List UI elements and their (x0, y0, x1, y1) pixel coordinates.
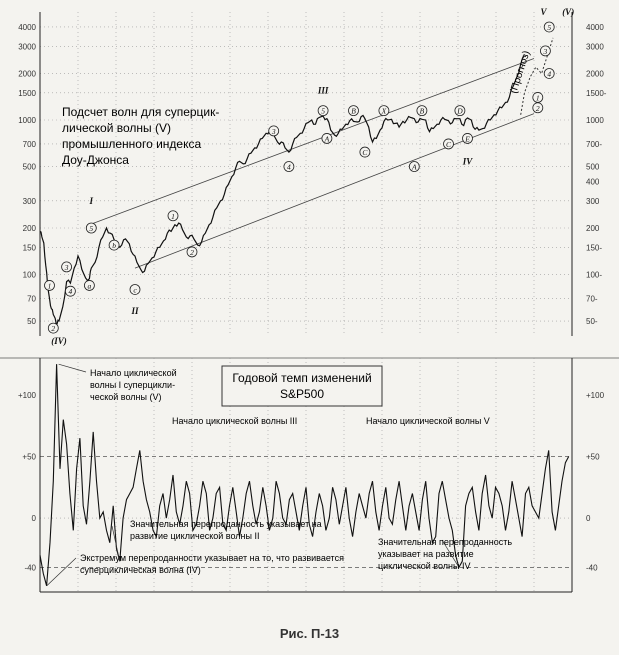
top-ytick-left-label: 500 (22, 162, 36, 172)
bottom-title-line-2: S&P500 (279, 387, 325, 401)
bottom-ytick-left-label: +50 (22, 452, 36, 462)
top-ytick-right-label: 100- (586, 270, 603, 280)
wave-label: 3 (64, 262, 69, 272)
bottom-ytick-right-label: -40 (586, 563, 598, 573)
bottom-ytick-right-label: +100 (586, 390, 605, 400)
wave-label: 4 (547, 69, 552, 79)
top-ytick-right-label: 3000 (586, 42, 604, 52)
wave-label: B (351, 106, 356, 116)
top-title-line-2: лической волны (V) (62, 121, 171, 135)
top-ytick-left-label: 3000 (18, 42, 36, 52)
wave-degree-label: (V) (562, 7, 575, 17)
annotation-wave-IV-line-3: циклической волны IV (378, 561, 471, 571)
top-ytick-right-label: 1000 (586, 116, 604, 125)
bottom-ytick-right-label: 0 (586, 514, 591, 524)
wave-label: 1 (171, 211, 175, 221)
top-ytick-right-label: 500 (586, 162, 600, 172)
wave-degree-label: II (131, 306, 139, 317)
wave-label: 2 (535, 103, 540, 113)
forecast-label: (Прогноз) (508, 49, 533, 95)
annotation-wave-I-line-1: Начало циклической (90, 368, 177, 378)
top-ytick-right-label: 4000 (586, 22, 604, 32)
annotation-wave-IV-line-1: Значительная перепроданность (378, 537, 513, 547)
top-title-line-1: Подсчет волн для суперцик- (62, 105, 220, 119)
top-ytick-right-label: 700- (586, 139, 603, 149)
annotation-wave-V: Начало циклической волны V (366, 416, 490, 426)
top-ytick-left-label: 2000 (18, 69, 36, 79)
top-ytick-right-label: 2000 (586, 69, 604, 79)
top-ytick-right-label: 200 (586, 224, 600, 233)
top-ytick-right-label: 50- (586, 317, 598, 327)
top-ytick-right-label: 1500- (586, 88, 607, 98)
top-ytick-left-label: 70 (27, 294, 36, 304)
top-ytick-left-label: 200 (22, 224, 36, 233)
wave-label: b (112, 241, 116, 251)
wave-label: c (133, 285, 137, 295)
wave-label: 5 (321, 106, 325, 116)
figure-caption: Рис. П-13 (279, 626, 340, 641)
bottom-ytick-left-label: +100 (17, 390, 36, 400)
bottom-ytick-left-label: -40 (24, 563, 36, 573)
annotation-wave-IV-line-2: указывает на развитие (378, 549, 474, 559)
top-ytick-right-label: 300 (586, 196, 600, 206)
top-title-line-4: Доу-Джонса (62, 153, 129, 167)
annotation-wave-II-line-2: развитие циклической волны II (130, 531, 260, 541)
top-ytick-left-label: 1500 (18, 88, 36, 98)
annotation-pointer (59, 364, 86, 372)
annotation-wave-IV-super-line-1: Экстремум перепроданности указывает на то, что развивается (80, 553, 344, 563)
wave-degree-label: V (540, 7, 547, 17)
annotation-wave-II-line-1: Значительная перепроданность указывает на (130, 519, 322, 529)
wave-label: 4 (68, 287, 73, 297)
bottom-ytick-left-label: 0 (31, 514, 36, 524)
top-ytick-right-label: 70- (586, 294, 598, 304)
annotation-wave-IV-super-line-2: суперциклическая волна (IV) (80, 565, 201, 575)
wave-label: A (324, 134, 330, 144)
bottom-title-line-1: Годовой темп изменений (232, 371, 372, 385)
wave-label: 5 (89, 224, 94, 233)
top-ytick-left-label: 100 (22, 270, 36, 280)
wave-label: C (362, 148, 368, 158)
top-ytick-left-label: 300 (22, 196, 36, 206)
wave-label: D (457, 106, 463, 116)
wave-label: 5 (547, 22, 552, 32)
bottom-ytick-right-label: +50 (586, 452, 600, 462)
top-ytick-left-label: 700 (22, 139, 36, 149)
wave-label: X (381, 106, 387, 116)
top-ytick-left-label: 50 (27, 317, 36, 327)
top-ytick-left-label: 1000 (18, 116, 36, 125)
wave-degree-label: III (317, 85, 329, 96)
wave-label: 2 (51, 324, 56, 334)
annotation-wave-III: Начало циклической волны III (172, 416, 298, 426)
top-ytick-left-label: 150 (22, 243, 36, 253)
annotation-wave-I-line-3: ческой волны (V) (90, 392, 162, 402)
wave-label: B (419, 106, 425, 116)
wave-label: 1 (535, 93, 540, 103)
top-ytick-left-label: 4000 (18, 22, 36, 32)
wave-label: a (87, 281, 92, 291)
top-ytick-right-label: 400 (586, 177, 600, 187)
wave-label: C (445, 139, 452, 149)
wave-label: 4 (287, 162, 291, 172)
wave-label: 1 (47, 281, 52, 291)
wave-label: 3 (543, 46, 548, 56)
wave-label: 3 (271, 126, 276, 136)
top-title-line-3: промышленного индекса (62, 137, 202, 151)
annotation-wave-I-line-2: волны I суперцикли- (90, 380, 176, 390)
wave-label: A (412, 162, 417, 172)
wave-degree-label: IV (462, 156, 473, 167)
wave-degree-label: I (89, 195, 94, 206)
wave-label: E (465, 134, 470, 144)
annotation-pointer (47, 558, 76, 586)
top-ytick-right-label: 150- (586, 243, 603, 253)
wave-degree-label: (IV) (51, 336, 67, 347)
dow-series-line (40, 56, 525, 324)
wave-label: 2 (190, 247, 194, 257)
